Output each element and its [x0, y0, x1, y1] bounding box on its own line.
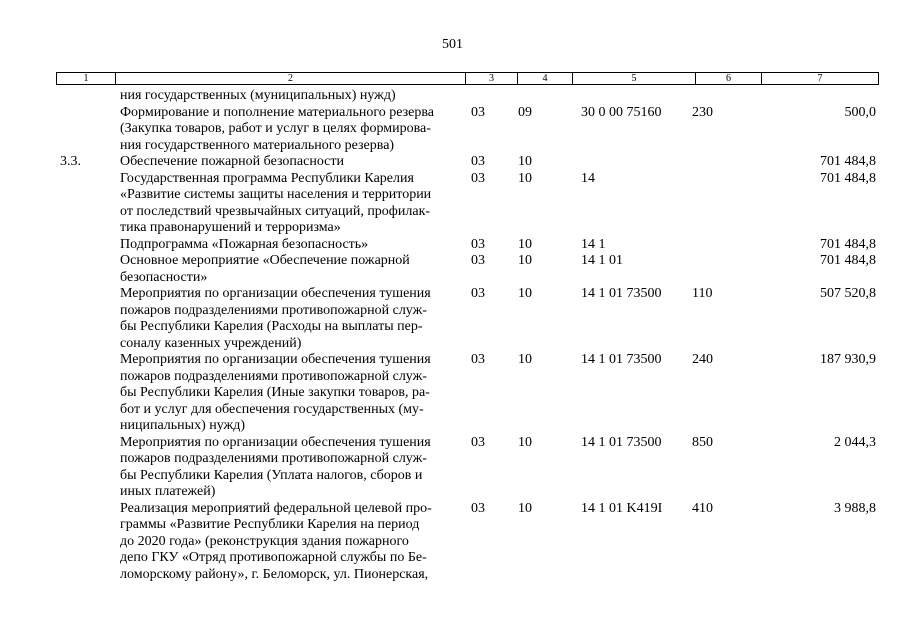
cell-target-article: 14 1 01 73500 — [581, 434, 662, 450]
row-description-line: бы Республики Карелия (Уплата налогов, сборов и — [120, 467, 423, 483]
row-description-line: безопасности» — [120, 269, 208, 285]
row-description-line: бы Республики Карелия (Расходы на выплаты пер- — [120, 319, 423, 334]
cell-section: 03 — [471, 500, 485, 516]
row-description-line: Подпрограмма «Пожарная безопасность» — [120, 236, 369, 252]
table-row — [0, 237, 905, 254]
table-row — [0, 105, 905, 155]
cell-amount: 187 930,9 — [820, 352, 876, 367]
cell-subsection: 10 — [518, 286, 532, 301]
cell-subsection: 10 — [518, 500, 532, 516]
cell-subsection: 09 — [518, 104, 532, 120]
row-description-line: «Развитие системы защиты населения и территории — [120, 187, 432, 202]
cell-amount: 500,0 — [844, 104, 876, 120]
header-col-7: 7 — [761, 73, 878, 84]
row-description-line: Формирование и пополнение материального резерва — [120, 104, 435, 120]
row-description-line: пожаров подразделениями противопожарной служ- — [120, 302, 427, 318]
cell-subsection: 10 — [518, 170, 532, 186]
row-description-line: до 2020 года» (реконструкция здания пожарного — [120, 533, 409, 549]
row-description-line: Государственная программа Республики Карелия — [120, 170, 414, 186]
table-header — [56, 72, 879, 85]
header-col-2: 2 — [115, 73, 465, 84]
cell-subsection: 10 — [518, 253, 532, 268]
cell-expense-type: 110 — [692, 286, 713, 301]
cell-amount: 3 988,8 — [834, 500, 876, 516]
cell-target-article: 14 1 01 K419I — [581, 500, 663, 516]
cell-section: 03 — [471, 434, 485, 450]
row-description-line: Мероприятия по организации обеспечения тушения — [120, 434, 431, 450]
cell-section: 03 — [471, 286, 485, 301]
cell-subsection: 10 — [518, 434, 532, 450]
row-description-line: граммы «Развитие Республики Карелия на период — [120, 517, 420, 532]
table-row — [0, 154, 905, 171]
row-description-line: депо ГКУ «Отряд противопожарной службы по Бе- — [120, 550, 427, 565]
header-col-4: 4 — [517, 73, 572, 84]
cell-target-article: 14 1 01 — [581, 253, 623, 268]
cell-subsection: 10 — [518, 236, 532, 252]
row-description-line: ломорскому району», г. Беломорск, ул. Пионерская, — [120, 566, 429, 582]
cell-amount: 701 484,8 — [820, 253, 876, 268]
cell-target-article: 14 1 01 73500 — [581, 352, 662, 367]
page-number: 501 — [442, 37, 463, 52]
table-row — [0, 286, 905, 352]
row-description-line: пожаров подразделениями противопожарной служ- — [120, 451, 427, 466]
cell-amount: 701 484,8 — [820, 236, 876, 252]
table-row — [0, 435, 905, 501]
cell-amount: 2 044,3 — [834, 434, 876, 450]
cell-expense-type: 410 — [692, 500, 713, 516]
cell-subsection: 10 — [518, 154, 532, 169]
row-description-line: ниципальных) нужд) — [120, 418, 245, 433]
row-description-line: ния государственного материального резерва) — [120, 137, 395, 153]
cell-target-article: 30 0 00 75160 — [581, 104, 662, 120]
row-description-line: Обеспечение пожарной безопасности — [120, 154, 345, 169]
cell-section: 03 — [471, 154, 485, 169]
row-description-line: бот и услуг для обеспечения государственных (му- — [120, 401, 424, 417]
table-row — [0, 501, 905, 584]
row-description-line: бы Республики Карелия (Иные закупки товаров, ра- — [120, 385, 430, 400]
table-row — [0, 88, 905, 105]
row-description-line: Мероприятия по организации обеспечения тушения — [120, 286, 431, 301]
header-col-6: 6 — [695, 73, 761, 84]
cell-target-article: 14 1 — [581, 236, 606, 252]
cell-section: 03 — [471, 104, 485, 120]
row-description-line: (Закупка товаров, работ и услуг в целях формирова- — [120, 121, 431, 136]
header-col-5: 5 — [572, 73, 695, 84]
row-description-line: иных платежей) — [120, 484, 216, 499]
cell-amount: 701 484,8 — [820, 154, 876, 169]
cell-section: 03 — [471, 170, 485, 186]
cell-target-article: 14 1 01 73500 — [581, 286, 662, 301]
row-number: 3.3. — [60, 154, 81, 169]
cell-expense-type: 850 — [692, 434, 713, 450]
row-description-line: пожаров подразделениями противопожарной служ- — [120, 368, 427, 384]
header-col-1: 1 — [83, 73, 89, 84]
row-description-line: ния государственных (муниципальных) нужд) — [120, 88, 396, 103]
row-description-line: от последствий чрезвычайных ситуаций, профилак- — [120, 203, 431, 219]
table-row — [0, 171, 905, 237]
cell-section: 03 — [471, 236, 485, 252]
cell-section: 03 — [471, 352, 485, 367]
row-description-line: Основное мероприятие «Обеспечение пожарной — [120, 253, 410, 268]
cell-section: 03 — [471, 253, 485, 268]
table-row — [0, 352, 905, 435]
header-col-3: 3 — [465, 73, 517, 84]
row-description-line: тика правонарушений и терроризма» — [120, 220, 341, 235]
cell-expense-type: 240 — [692, 352, 713, 367]
cell-amount: 507 520,8 — [820, 286, 876, 301]
cell-expense-type: 230 — [692, 104, 713, 120]
table-row — [0, 253, 905, 286]
row-description-line: Реализация мероприятий федеральной целевой про- — [120, 500, 432, 516]
row-description-line: соналу казенных учреждений) — [120, 335, 302, 351]
cell-amount: 701 484,8 — [820, 170, 876, 186]
row-description-line: Мероприятия по организации обеспечения тушения — [120, 352, 431, 367]
cell-target-article: 14 — [581, 170, 595, 186]
cell-subsection: 10 — [518, 352, 532, 367]
